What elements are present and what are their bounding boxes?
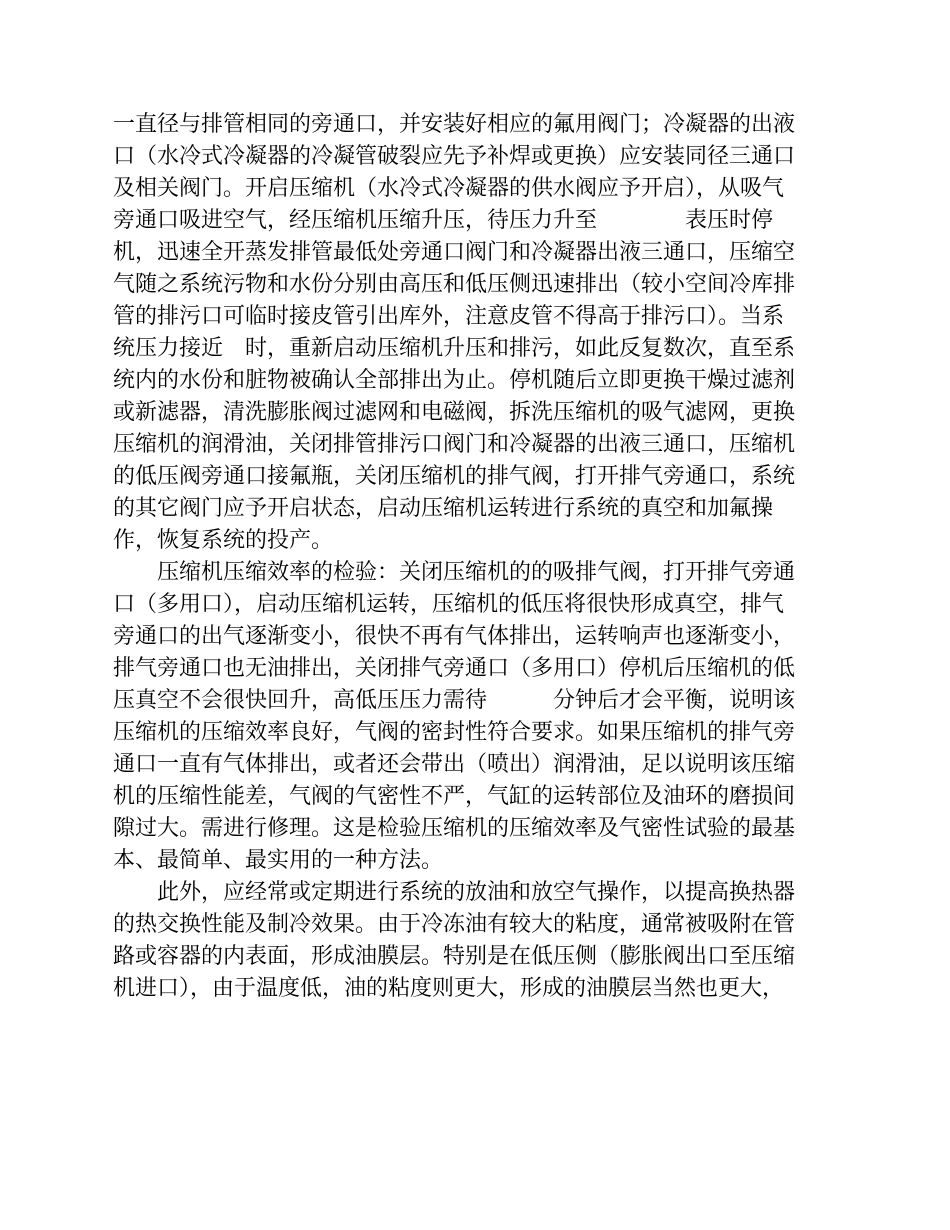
text-line: 路或容器的内表面，形成油膜层。特别是在低压侧（膨胀阀出口至压缩 — [113, 944, 796, 969]
text-line: 通口一直有气体排出，或者还会带出（喷出）润滑油，足以说明该压缩 — [113, 752, 796, 777]
text-line: 机，迅速全开蒸发排管最低处旁通口阀门和冷凝器出液三通口，压缩空 — [113, 240, 796, 265]
text-line: 统内的水份和脏物被确认全部排出为止。停机随后立即更换干燥过滤剂 — [113, 368, 796, 393]
text-line: 隙过大。需进行修理。这是检验压缩机的压缩效率及气密性试验的最基 — [113, 816, 796, 841]
text-line: 及相关阀门。开启压缩机（水冷式冷凝器的供水阀应予开启），从吸气 — [113, 176, 785, 201]
text-line: 管的排污口可临时接皮管引出库外，注意皮管不得高于排污口）。当系 — [113, 304, 785, 329]
text-line: 的其它阀门应予开启状态，启动压缩机运转进行系统的真空和加氟操 — [113, 496, 774, 521]
text-line: 的热交换性能及制冷效果。由于冷冻油有较大的粘度，通常被吸附在管 — [113, 912, 796, 937]
text-line: 机的压缩性能差，气阀的气密性不严，气缸的运转部位及油环的磨损间 — [113, 784, 796, 809]
paragraph-start-line: 此外，应经常或定期进行系统的放油和放空气操作，以提高换热器 — [157, 880, 796, 905]
text-line: 旁通口的出气逐渐变小，很快不再有气体排出，运转响声也逐渐变小， — [113, 624, 796, 649]
text-line: 排气旁通口也无油排出，关闭排气旁通口（多用口）停机后压缩机的低 — [113, 656, 796, 681]
text-line: 机进口），由于温度低，油的粘度则更大，形成的油膜层当然也更大， — [113, 976, 785, 1001]
text-line: 口（多用口），启动压缩机运转，压缩机的低压将很快形成真空，排气 — [113, 592, 785, 617]
text-line: 口（水冷式冷凝器的冷凝管破裂应先予补焊或更换）应安装同径三通口 — [113, 144, 796, 169]
text-line: 压真空不会很快回升，高低压压力需待 分钟后才会平衡，说明该 — [113, 688, 796, 713]
text-line: 统压力接近 时，重新启动压缩机升压和排污，如此反复数次，直至系 — [113, 336, 796, 361]
text-line: 压缩机的润滑油，关闭排管排污口阀门和冷凝器的出液三通口，压缩机 — [113, 432, 796, 457]
text-line: 的低压阀旁通口接氟瓶，关闭压缩机的排气阀，打开排气旁通口，系统 — [113, 464, 796, 489]
text-line: 压缩机的压缩效率良好，气阀的密封性符合要求。如果压缩机的排气旁 — [113, 720, 796, 745]
paragraph-start-line: 压缩机压缩效率的检验：关闭压缩机的的吸排气阀，打开排气旁通 — [157, 560, 796, 585]
text-line: 气随之系统污物和水份分别由高压和低压侧迅速排出（较小空间冷库排 — [113, 272, 796, 297]
text-line: 旁通口吸进空气，经压缩机压缩升压，待压力升至 表压时停 — [113, 208, 774, 233]
text-line: 作，恢复系统的投产。 — [113, 528, 334, 553]
text-line: 或新滤器，清洗膨胀阀过滤网和电磁阀，拆洗压缩机的吸气滤网，更换 — [113, 400, 796, 425]
text-line: 一直径与排管相同的旁通口，并安装好相应的氟用阀门；冷凝器的出液 — [113, 112, 796, 137]
text-line: 本、最简单、最实用的一种方法。 — [113, 848, 444, 873]
